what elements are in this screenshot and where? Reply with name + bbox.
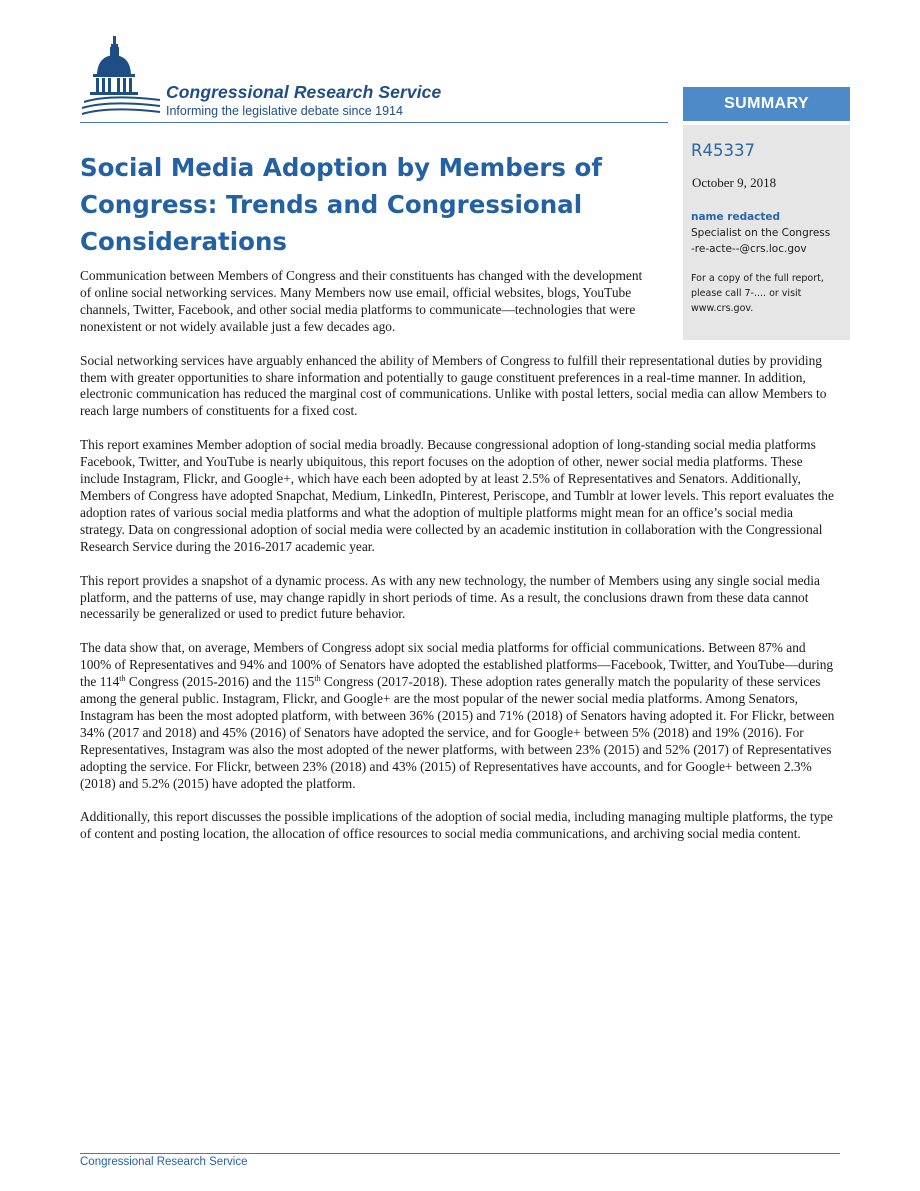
summary-heading: SUMMARY [683, 87, 850, 121]
paragraph [80, 640, 840, 792]
org-name: Congressional Research Service [166, 82, 442, 102]
page-title: Social Media Adoption by Members of Congress: Trends and Congressional Considerations [80, 153, 603, 256]
crs-header [80, 30, 670, 125]
superscript: th [314, 674, 321, 684]
superscript: th [119, 674, 126, 684]
copy-note: For a copy of the full report, please call 7-.... or visit www.crs.gov. [691, 273, 824, 314]
capitol-dome-logo-icon [80, 30, 164, 122]
header-divider [80, 122, 668, 123]
paragraph: This report provides a snapshot of a dynamic process. As with any new technology, the number of Members using any single social media platform, and the patterns of use, may change rapidly in short periods of time. As a result, the conclusions drawn from these data cannot necessarily be generalized or used to predict future behavior. [80, 572, 820, 622]
summary-divider [683, 121, 850, 125]
report-id: R45337 [691, 141, 755, 160]
org-tagline: Informing the legislative debate since 1914 [166, 104, 403, 118]
paragraph-text: Congress (2017-2018). These adoption rates generally match the popularity of these services among the general public. Instagram, Flickr, and Google+ are the most popular of the newer social media platforms. Among Senators, Instagram has been the most adopted platform, with between 36% (2015) and 71% (2018) of Senators having adopted it. For Flickr, between 34% (2017 and 2018) and 45% (2016) of Senators have adopted the service, and for Google+ between 5% (2018) and 19% (2016). For Representatives, Instagram was also the most adopted of the newer platforms, with between 23% (2015) and 52% (2017) of Representatives adopting the service. For Flickr, between 23% (2018) and 43% (2015) of Representatives have accounts, and for Google+ between 2.3% (2018) and 5.2% (2015) have adopted the platform. [80, 674, 835, 791]
author-name: name redacted [691, 211, 781, 223]
paragraph: This report examines Member adoption of social media broadly. Because congressional adoption of long-standing social media platforms Facebook, Twitter, and YouTube is nearly ubiquitous, this report focuses on the adoption of other, newer social media platforms. These include Instagram, Flickr, and Google+, which have each been adopted by at least 2.5% of Representatives and Senators. Additionally, Members of Congress have adopted Snapchat, Medium, LinkedIn, Pinterest, Periscope, and Tumblr at lower levels. This report evaluates the adoption rates of various social media platforms and what the adoption of multiple platforms might mean for an office’s social media strategy. Data on congressional adoption of social media were collected by an academic institution in collaboration with the Congressional Research Service during the 2016-2017 academic year. [80, 437, 834, 554]
footer-text: Congressional Research Service [80, 1156, 248, 1168]
paragraph: Social networking services have arguably enhanced the ability of Members of Congress to fulfill their representational duties by providing them with greater opportunities to share information and potentially to gauge constituent preferences in a real-time manner. In addition, electronic communication has reduced the marginal cost of communications. Unlike with postal letters, social media can allow Members to reach large numbers of constituents for a fixed cost. [80, 352, 827, 419]
author-title-text: Specialist on the Congress [691, 227, 831, 239]
report-date: October 9, 2018 [692, 175, 777, 190]
author-title [691, 225, 850, 257]
summary-body [80, 268, 840, 860]
footer-divider [80, 1153, 840, 1154]
paragraph: Communication between Members of Congress and their constituents has changed with the development of online social networking services. Many Members now use email, official websites, blogs, YouTube channels, Twitter, Facebook, and other social media platforms to communicate—technologies that were nonexistent or not widely available just a few decades ago. [80, 268, 643, 334]
paragraph: Additionally, this report discusses the possible implications of the adoption of social media, including managing multiple platforms, the type of content and posting location, the allocation of office resources to social media communications, and archiving social media content. [80, 809, 833, 842]
paragraph-text: Congress (2015-2016) and the 115 [125, 674, 315, 690]
author-email[interactable]: -re-acte--@crs.loc.gov [691, 243, 807, 255]
paragraph-text: The data show that, on average, Members of Congress adopt six social media platforms for official communications. Between 87% and 100% of Representatives and 94% and 100% of Senators have adopted the established platforms—Facebook, Twitter, and YouTube—during the 114 [80, 640, 834, 690]
